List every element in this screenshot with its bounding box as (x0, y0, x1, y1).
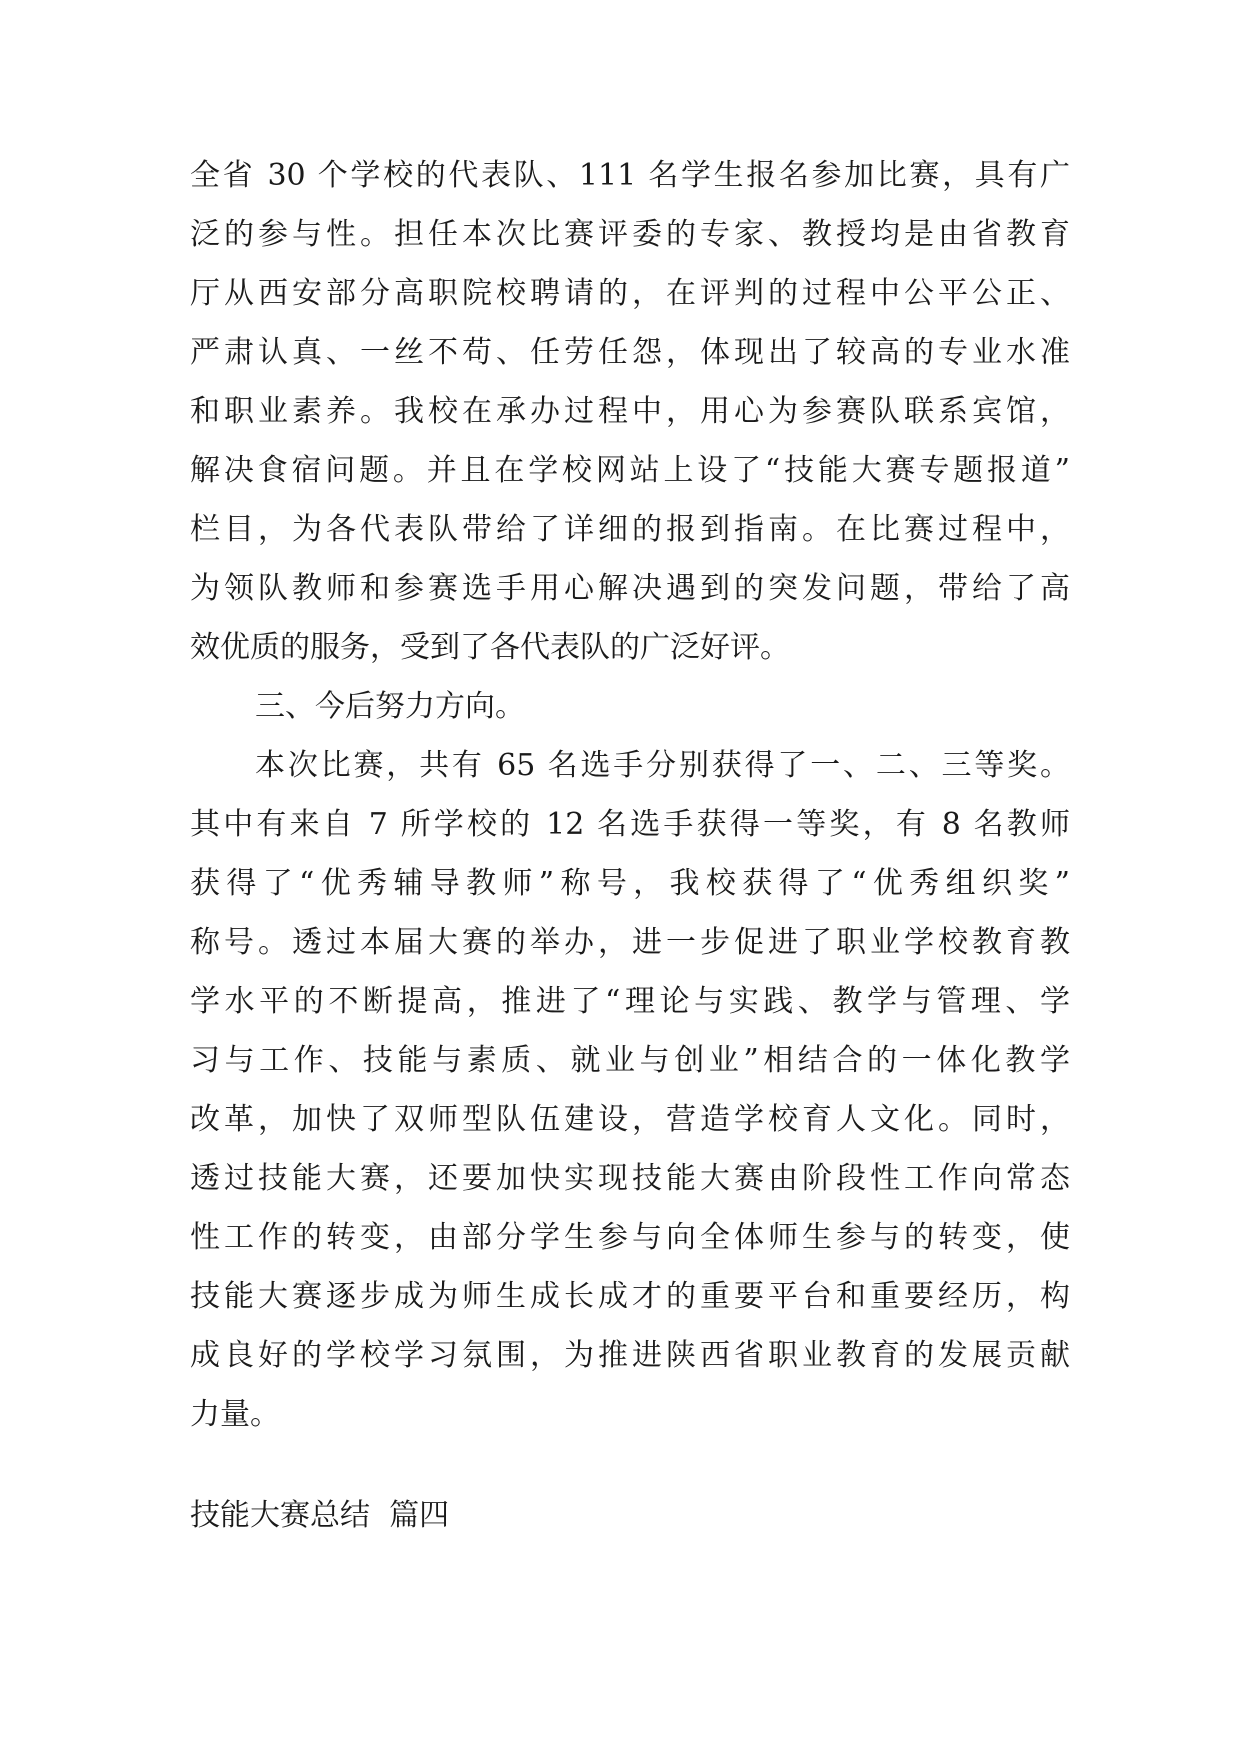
paragraph-line: 性工作的转变，由部分学生参与向全体师生参与的转变，使 (190, 1220, 1070, 1255)
paragraph-line: 全省 30 个学校的代表队、111 名学生报名参加比赛，具有广 (190, 158, 1070, 193)
paragraph-line: 栏目，为各代表队带给了详细的报到指南。在比赛过程中， (190, 512, 1070, 547)
paragraph-line: 成良好的学校学习氛围，为推进陕西省职业教育的发展贡献 (190, 1338, 1070, 1373)
paragraph-line: 获得了“优秀辅导教师”称号，我校获得了“优秀组织奖” (190, 866, 1070, 901)
paragraph-line: 习与工作、技能与素质、就业与创业”相结合的一体化教学 (190, 1043, 1070, 1078)
paragraph-line: 泛的参与性。担任本次比赛评委的专家、教授均是由省教育 (190, 217, 1070, 252)
paragraph-line: 和职业素养。我校在承办过程中，用心为参赛队联系宾馆， (190, 394, 1070, 429)
section-heading: 三、今后努力方向。 (255, 689, 525, 724)
paragraph-line: 其中有来自 7 所学校的 12 名选手获得一等奖，有 8 名教师 (190, 807, 1070, 842)
paragraph-line: 改革，加快了双师型队伍建设，营造学校育人文化。同时， (190, 1102, 1070, 1137)
paragraph-line: 效优质的服务，受到了各代表队的广泛好评。 (190, 630, 790, 665)
paragraph-line: 技能大赛逐步成为师生成长成才的重要平台和重要经历，构 (190, 1279, 1070, 1314)
paragraph-line: 严肃认真、一丝不苟、任劳任怨，体现出了较高的专业水准 (190, 335, 1070, 370)
paragraph-line: 称号。透过本届大赛的举办，进一步促进了职业学校教育教 (190, 925, 1070, 960)
paragraph-line: 为领队教师和参赛选手用心解决遇到的突发问题，带给了高 (190, 571, 1070, 606)
paragraph-line: 解决食宿问题。并且在学校网站上设了“技能大赛专题报道” (190, 453, 1070, 488)
paragraph-line: 透过技能大赛，还要加快实现技能大赛由阶段性工作向常态 (190, 1161, 1070, 1196)
paragraph-line: 力量。 (190, 1397, 280, 1432)
paragraph-line: 厅从西安部分高职院校聘请的，在评判的过程中公平公正、 (190, 276, 1070, 311)
paragraph-line: 学水平的不断提高，推进了“理论与实践、教学与管理、学 (190, 984, 1070, 1019)
section-title: 技能大赛总结 篇四 (190, 1498, 450, 1533)
paragraph-line: 本次比赛，共有 65 名选手分别获得了一、二、三等奖。 (255, 748, 1070, 783)
